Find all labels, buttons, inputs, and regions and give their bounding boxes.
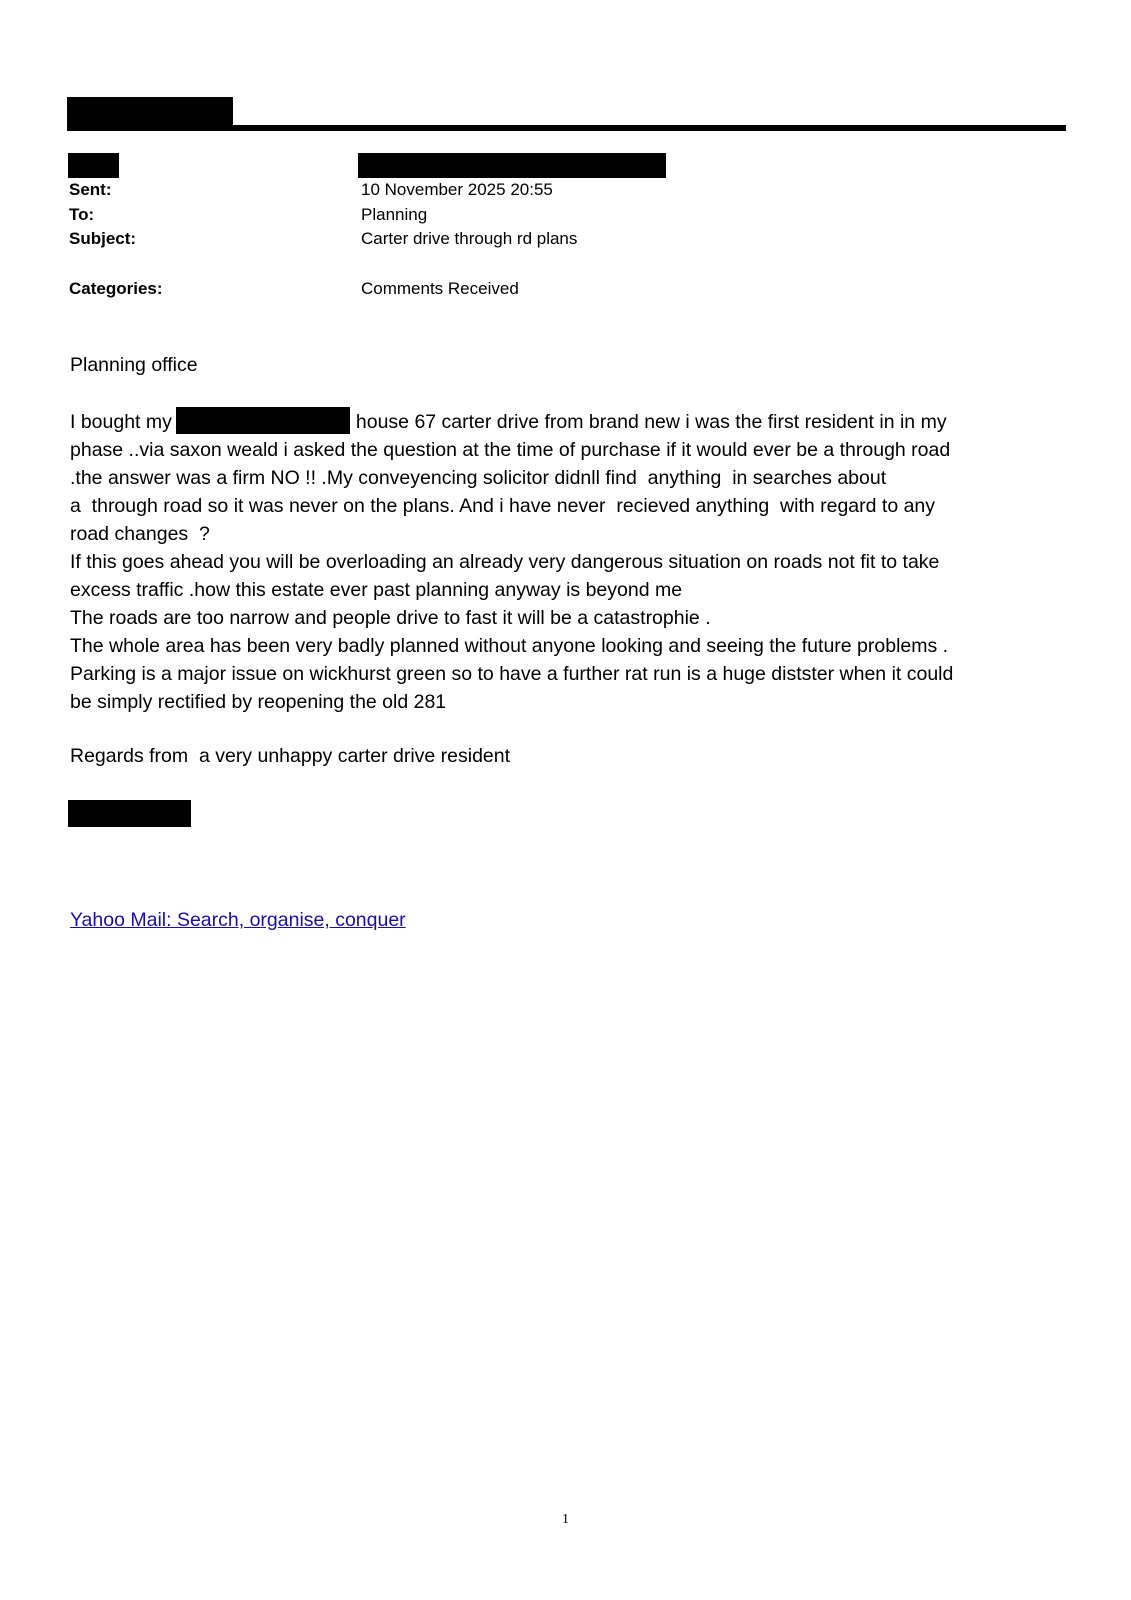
- to-label: To:: [69, 205, 95, 224]
- message-body-start: I bought my: [70, 411, 172, 433]
- sent-label: Sent:: [69, 180, 112, 199]
- subject-label: Subject:: [69, 229, 137, 248]
- redacted-sender-name-banner: [67, 97, 233, 127]
- subject-value: Carter drive through rd plans: [361, 229, 578, 248]
- redacted-inline-text: [176, 407, 350, 434]
- redacted-from-label: [68, 153, 119, 178]
- header-rule: [67, 125, 1066, 131]
- sent-value: 10 November 2025 20:55: [361, 180, 553, 199]
- page-number: 1: [562, 1512, 569, 1527]
- categories-label: Categories:: [69, 279, 163, 298]
- salutation: Planning office: [70, 354, 198, 376]
- redacted-signature: [68, 800, 191, 827]
- to-value: Planning: [361, 205, 428, 224]
- categories-value: Comments Received: [361, 279, 519, 298]
- closing-line: Regards from a very unhappy carter drive resident: [70, 745, 511, 767]
- yahoo-mail-link[interactable]: Yahoo Mail: Search, organise, conquer: [70, 909, 406, 931]
- message-body-rest: house 67 carter drive from brand new i was the first resident in in my phase ..via saxon weald i asked the question at the time of purchase if it would ever be a through road .the answer was a firm NO !! .My conveyencing solicitor didnll find anything in searches about a through road so it was never on the plans. And i have never recieved anything with regard to any road changes ? If this goes ahead you will be overloading an already very dangerous situation on roads not fit to take excess traffic .how this estate ever past planning anyway is beyond me The roads are too narrow and people drive to fast it will be a catastrophie . The whole area has been very badly planned without anyone looking and seeing the future problems . Parking is a major issue on wickhurst green so to have a further rat run is a huge distster when it could be simply rectified by reopening the old 281: [70, 411, 954, 713]
- redacted-from-value: [358, 153, 666, 178]
- message-body: [70, 407, 1080, 716]
